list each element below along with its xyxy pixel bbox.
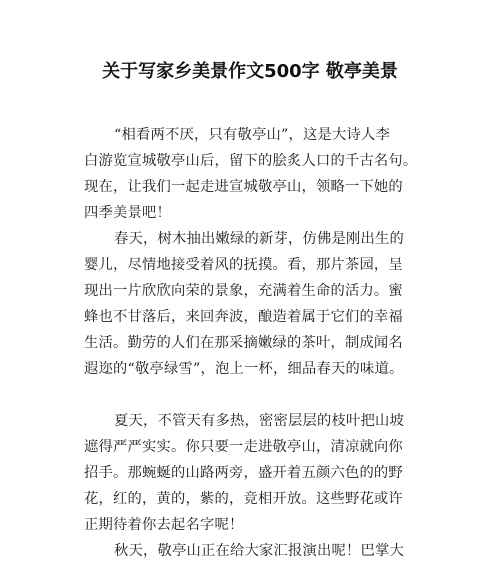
paragraph-line: 现在，让我们一起走进宣城敬亭山，领略一下她的 (84, 179, 403, 195)
paragraph-line: 四季美景吧！ (84, 205, 171, 221)
paragraph-line: 夏天，不管天有多热，密密层层的枝叶把山坡 (114, 413, 404, 429)
paragraph-line: 遮得严严实实。你只要一走进敬亭山，清凉就向你 (84, 439, 403, 455)
paragraph-line: 蜂也不甘落后，来回奔波，酿造着属于它们的幸福 (84, 309, 403, 325)
document-title: 关于写家乡美景作文500字 敬亭美景 (102, 61, 398, 82)
paragraph-line: 婴儿，尽情地接受着风的抚摸。看，那片茶园，呈 (84, 257, 403, 273)
paragraph-line: 秋天，敬亭山正在给大家汇报演出呢！巴掌大 (114, 543, 404, 559)
paragraph-line: 生活。勤劳的人们在那采摘嫩绿的茶叶，制成闻名 (84, 335, 403, 351)
paragraph-line: 遐迩的“敬亭绿雪”，泡上一杯，细品春天的味道。 (84, 361, 404, 377)
paragraph-line: 花，红的，黄的，紫的，竞相开放。这些野花或许 (84, 491, 403, 507)
paragraph-line: “相看两不厌，只有敬亭山”，这是大诗人李 (114, 127, 390, 143)
paragraph-line: 现出一片欣欣向荣的景象，充满着生命的活力。蜜 (84, 283, 403, 299)
paragraph-gap (84, 382, 424, 408)
paragraph-line: 春天，树木抽出嫩绿的新芽，仿佛是刚出生的 (114, 231, 404, 247)
document-body (84, 122, 424, 564)
paragraph-line: 白游览宣城敬亭山后，留下的脍炙人口的千古名句。 (84, 153, 418, 169)
paragraph-line: 招手。那蜿蜒的山路两旁，盛开着五颜六色的的野 (84, 465, 403, 481)
paragraph-line: 正期待着你去起名字呢！ (84, 517, 244, 533)
